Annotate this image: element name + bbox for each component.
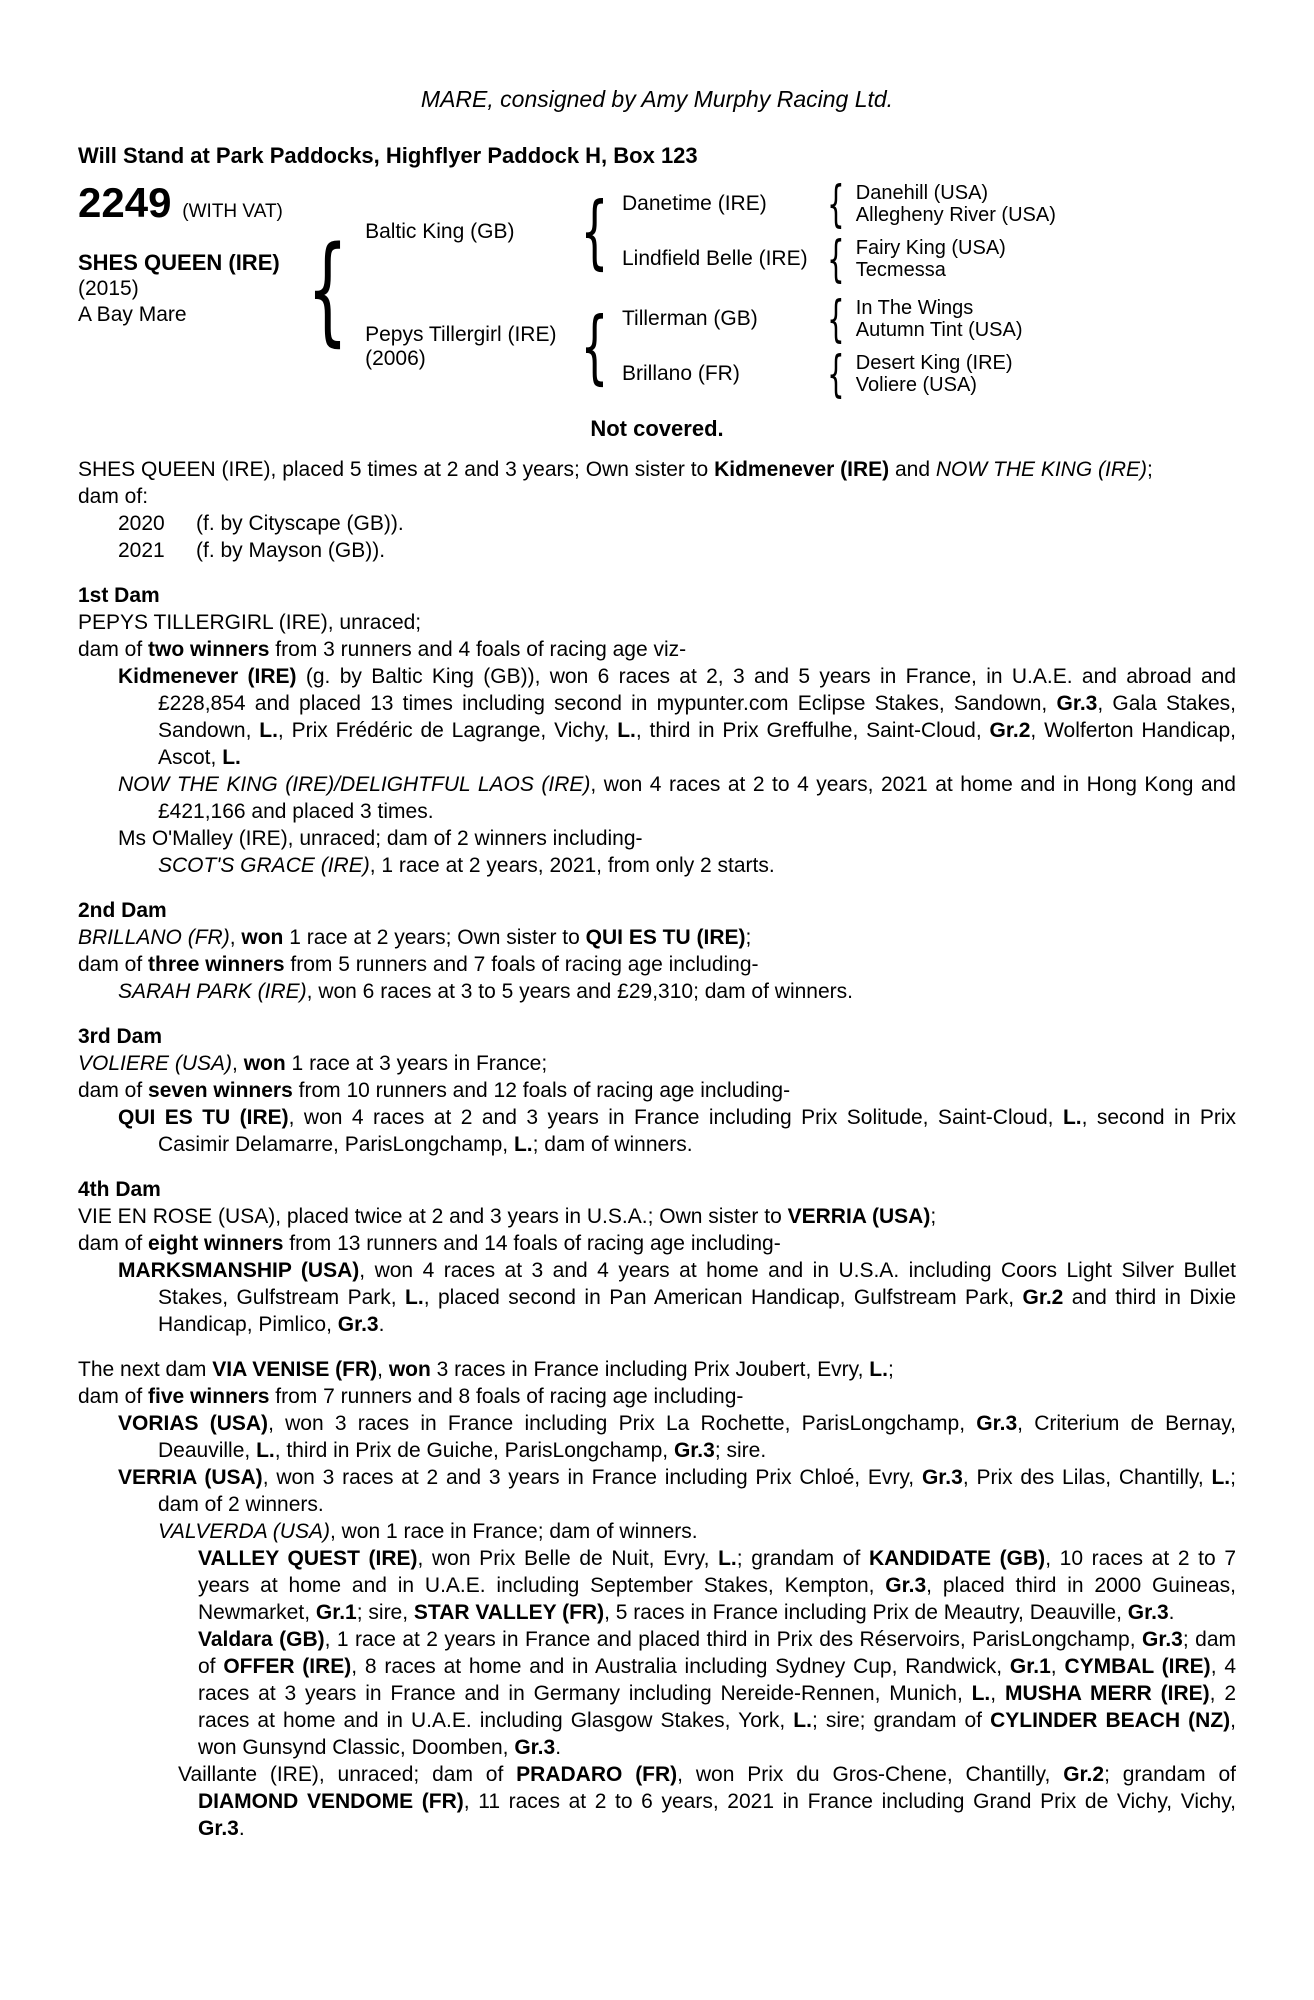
pedigree-text — [78, 456, 1236, 1842]
text-segment: 1 race at 3 years in France; — [285, 1052, 548, 1075]
text-segment: won — [388, 1358, 431, 1381]
text-segment: , Prix Frédéric de Lagrange, Vichy, — [277, 719, 618, 742]
dam-dam-branch — [621, 345, 1023, 403]
paragraph — [78, 456, 1236, 483]
text-segment: three winners — [148, 953, 285, 976]
dam-sire-sire-name: In The Wings — [855, 297, 974, 319]
sire-branch — [365, 175, 1056, 288]
text-segment: . — [378, 1313, 385, 1336]
text-segment: dam of — [78, 1079, 149, 1102]
pedigree-generation-1 — [365, 175, 1056, 403]
paragraph — [78, 1230, 1236, 1257]
text-segment: won — [241, 926, 284, 949]
text-segment: L. — [971, 1682, 991, 1705]
covered-status: Not covered. — [590, 416, 724, 441]
text-segment: SCOT'S GRACE (IRE) — [158, 854, 370, 877]
text-segment: ; — [887, 1358, 894, 1381]
text-segment: , won 4 races at 3 and 4 years at home and in U.S.A. including Coors Light Silver Bullet Stakes, Gulfstream Park, — [158, 1259, 1236, 1309]
paragraph — [78, 1545, 1236, 1626]
text-segment: CYLINDER BEACH (NZ) — [990, 1709, 1231, 1732]
text-segment: KANDIDATE (GB) — [868, 1547, 1046, 1570]
horse-foaling-year: (2015) — [78, 277, 139, 300]
text-segment: , won Prix du Gros-Chene, Chantilly, — [677, 1763, 1064, 1786]
text-segment: VERRIA (USA) — [118, 1466, 263, 1489]
text-segment: from 13 runners and 14 foals of racing age including- — [283, 1232, 781, 1255]
text-segment: two winners — [148, 638, 270, 661]
paragraph — [78, 1410, 1236, 1464]
text-segment: dam of — [78, 1232, 149, 1255]
text-segment: L. — [718, 1547, 737, 1570]
text-segment: , placed third in 2000 Guineas, Newmarket, — [198, 1574, 1236, 1624]
text-segment: , 11 races at 2 to 6 years, 2021 in France including Grand Prix de Vichy, Vichy, — [463, 1790, 1236, 1813]
text-segment: L. — [869, 1358, 888, 1381]
text-segment: from 10 runners and 12 foals of racing age including- — [292, 1079, 791, 1102]
sire-sire-branch — [621, 175, 1056, 233]
produce-row — [118, 537, 1236, 564]
dam-sire-dam-name: Autumn Tint (USA) — [855, 319, 1023, 341]
text-segment: DIAMOND VENDOME (FR) — [198, 1790, 464, 1813]
text-segment: , 4 races at 3 years in France and in Germany including Nereide-Rennen, Munich, — [198, 1655, 1237, 1705]
text-segment: MUSHA MERR (IRE) — [1004, 1682, 1210, 1705]
text-segment: Gr.3 — [514, 1736, 556, 1759]
text-segment: NOW THE KING (IRE)/DELIGHTFUL LAOS (IRE) — [118, 773, 591, 796]
paragraph — [78, 852, 1236, 879]
text-segment: , won 3 races at 2 and 3 years in France including Prix Chloé, Evry, — [262, 1466, 922, 1489]
sire-sire-name: Danetime (IRE) — [621, 192, 767, 215]
paragraph — [78, 1356, 1236, 1383]
text-segment: VORIAS (USA) — [118, 1412, 269, 1435]
text-segment: , Gala Stakes, Sandown, — [158, 692, 1236, 742]
lot-number: 2249 — [78, 179, 172, 226]
paragraph — [78, 1077, 1236, 1104]
section-heading: 2nd Dam — [78, 899, 167, 922]
text-segment: , 8 races at home and in Australia including Sydney Cup, Randwick, — [351, 1655, 1010, 1678]
text-segment: PEPYS TILLERGIRL (IRE), unraced; — [78, 611, 422, 634]
text-segment: , Wolferton Handicap, Ascot, — [158, 719, 1236, 769]
dam-sire-brace: { — [827, 290, 845, 348]
text-segment: Gr.3 — [1056, 692, 1098, 715]
text-segment: Gr.3 — [976, 1412, 1018, 1435]
text-segment: ; — [1147, 458, 1153, 481]
text-segment: , 1 race at 2 years in France and placed third in Prix des Réservoirs, ParisLongchamp, — [324, 1628, 1142, 1651]
text-segment: L. — [405, 1286, 424, 1309]
text-segment: SARAH PARK (IRE) — [118, 980, 307, 1003]
text-segment: dam of — [78, 638, 149, 661]
text-segment: from 7 runners and 8 foals of racing age including- — [269, 1385, 744, 1408]
text-segment: Gr.1 — [315, 1601, 357, 1624]
dam-foaling-year: (2006) — [365, 346, 426, 370]
text-segment: ; — [745, 926, 752, 949]
text-segment: Gr.3 — [673, 1439, 715, 1462]
paragraph — [78, 771, 1236, 825]
text-segment: ; dam of — [198, 1628, 1236, 1678]
paragraph — [78, 636, 1236, 663]
text-segment: dam of — [78, 953, 149, 976]
text-segment: Vaillante (IRE), unraced; dam of — [178, 1763, 517, 1786]
text-segment: won — [243, 1052, 286, 1075]
dam-dam-name: Brillano (FR) — [621, 362, 740, 385]
text-segment: , won 6 races at 3 to 5 years and £29,310; dam of winners. — [306, 980, 853, 1003]
text-segment: Gr.1 — [1009, 1655, 1051, 1678]
text-segment: five winners — [148, 1385, 270, 1408]
text-segment: , 10 races at 2 to 7 years at home and in U.A.E. including September Stakes, Kempton, — [198, 1547, 1236, 1597]
sire-dam-brace: { — [827, 230, 845, 288]
text-segment: , 5 races in France including Prix de Meautry, Deauville, — [604, 1601, 1128, 1624]
text-segment: Gr.3 — [198, 1817, 239, 1840]
paragraph — [78, 978, 1236, 1005]
dam-sire-branch — [621, 290, 1023, 348]
sire-dam-dam-name: Tecmessa — [855, 259, 946, 281]
text-segment: STAR VALLEY (FR) — [413, 1601, 605, 1624]
horse-name: SHES QUEEN (IRE) — [78, 250, 280, 275]
lot-row — [78, 181, 290, 225]
text-segment: Valdara (GB) — [198, 1628, 325, 1651]
sire-brace: { — [580, 184, 609, 278]
dam-sire-name: Tillerman (GB) — [621, 307, 758, 330]
paragraph — [78, 1050, 1236, 1077]
text-segment: dam of — [78, 1385, 149, 1408]
text-segment: L. — [1211, 1466, 1231, 1489]
text-segment: from 3 runners and 4 foals of racing age viz- — [269, 638, 687, 661]
text-segment: ; dam of 2 winners. — [158, 1466, 1236, 1516]
text-segment: , third in Prix de Guiche, ParisLongchamp, — [274, 1439, 674, 1462]
stand-location-line: Will Stand at Park Paddocks, Highflyer Paddock H, Box 123 — [78, 143, 698, 168]
section-heading: 3rd Dam — [78, 1025, 163, 1048]
text-segment: eight winners — [148, 1232, 284, 1255]
dam-brace: { — [580, 299, 609, 393]
text-segment: ; grandam of — [1104, 1763, 1236, 1786]
text-segment: OFFER (IRE) — [223, 1655, 352, 1678]
text-segment: . — [555, 1736, 562, 1759]
text-segment: QUI ES TU (IRE) — [585, 926, 746, 949]
paragraph — [78, 1257, 1236, 1338]
produce-text: (f. by Mayson (GB)). — [196, 539, 386, 562]
paragraph — [78, 483, 1236, 510]
text-segment: , — [232, 1052, 244, 1075]
text-segment: SHES QUEEN (IRE), placed 5 times at 2 and 3 years; Own sister to — [78, 458, 715, 481]
text-segment: , won Prix Belle de Nuit, Evry, — [417, 1547, 719, 1570]
text-segment: , Prix des Lilas, Chantilly, — [962, 1466, 1212, 1489]
produce-year: 2020 — [118, 512, 165, 535]
text-segment: dam of: — [78, 485, 149, 508]
text-segment: Kidmenever (IRE) — [714, 458, 890, 481]
text-segment: Gr.3 — [921, 1466, 963, 1489]
text-segment: L. — [513, 1133, 533, 1156]
paragraph — [78, 825, 1236, 852]
text-segment: ; sire; grandam of — [811, 1709, 991, 1732]
produce-text: (f. by Cityscape (GB)). — [196, 512, 404, 535]
text-segment: , third in Prix Greffulhe, Saint-Cloud, — [635, 719, 990, 742]
text-segment: , won 4 races at 2 to 4 years, 2021 at home and in Hong Kong and £421,166 and placed 3 times. — [158, 773, 1236, 823]
text-segment: . — [238, 1817, 245, 1840]
text-segment: (g. by Baltic King (GB)), won 6 races at 2, 3 and 5 years in France, in U.A.E. and abroad and £228,854 and placed 13 times including second in mypunter.com Eclipse Stakes, Sandown, — [158, 665, 1237, 715]
pedigree-root-brace: { — [306, 220, 349, 358]
text-segment: 1 race at 2 years; Own sister to — [283, 926, 586, 949]
text-segment: and third in Dixie Handicap, Pimlico, — [158, 1286, 1236, 1336]
text-segment: , — [990, 1682, 1005, 1705]
sire-dam-branch — [621, 230, 1056, 288]
text-segment: CYMBAL (IRE) — [1064, 1655, 1211, 1678]
text-segment: ; — [930, 1205, 937, 1228]
paragraph — [78, 1518, 1236, 1545]
text-segment: VOLIERE (USA) — [78, 1052, 233, 1075]
text-segment: , won 4 races at 2 and 3 years in France including Prix Solitude, Saint-Cloud, — [288, 1106, 1063, 1129]
paragraph — [78, 1761, 1236, 1842]
paragraph — [78, 924, 1236, 951]
section-heading: 4th Dam — [78, 1178, 161, 1201]
paragraph — [78, 1464, 1236, 1518]
lot-block — [78, 179, 290, 328]
text-segment: L. — [256, 1439, 275, 1462]
sire-name: Baltic King (GB) — [365, 219, 515, 243]
dam-name: Pepys Tillergirl (IRE) — [365, 322, 557, 346]
sire-sire-dam-name: Allegheny River (USA) — [855, 204, 1056, 226]
text-segment: VIA VENISE (FR) — [212, 1358, 378, 1381]
text-segment: , Criterium de Bernay, Deauville, — [158, 1412, 1236, 1462]
paragraph — [78, 1203, 1236, 1230]
sire-sire-brace: { — [827, 175, 845, 233]
paragraph — [78, 1626, 1236, 1761]
consignor-line: MARE, consigned by Amy Murphy Racing Ltd. — [420, 86, 894, 112]
text-segment: seven winners — [148, 1079, 293, 1102]
text-segment: Gr.2 — [1022, 1286, 1064, 1309]
sire-dam-name: Lindfield Belle (IRE) — [621, 247, 808, 270]
paragraph — [78, 951, 1236, 978]
text-segment: Gr.3 — [1142, 1628, 1183, 1651]
text-segment: VIE EN ROSE (USA), placed twice at 2 and 3 years in U.S.A.; Own sister to — [78, 1205, 788, 1228]
text-segment: VALLEY QUEST (IRE) — [198, 1547, 418, 1570]
text-segment: , placed second in Pan American Handicap, Gulfstream Park, — [423, 1286, 1023, 1309]
text-segment: Kidmenever (IRE) — [118, 665, 297, 688]
text-segment: The next dam — [78, 1358, 213, 1381]
text-segment: VERRIA (USA) — [787, 1205, 931, 1228]
text-segment: from 5 runners and 7 foals of racing age including- — [284, 953, 759, 976]
text-segment: Gr.3 — [337, 1313, 379, 1336]
text-segment: L. — [617, 719, 636, 742]
text-segment: Gr.3 — [885, 1574, 927, 1597]
paragraph — [78, 1104, 1236, 1158]
text-segment: 3 races in France including Prix Joubert, Evry, — [430, 1358, 870, 1381]
dam-dam-dam-name: Voliere (USA) — [855, 374, 977, 396]
text-segment: , — [377, 1358, 389, 1381]
text-segment: ; dam of winners. — [532, 1133, 693, 1156]
text-segment: PRADARO (FR) — [516, 1763, 678, 1786]
text-segment: ; grandam of — [736, 1547, 869, 1570]
text-segment: ; sire, — [356, 1601, 414, 1624]
text-segment: , 1 race at 2 years, 2021, from only 2 starts. — [369, 854, 775, 877]
text-segment: , second in Prix Casimir Delamarre, ParisLongchamp, — [158, 1106, 1236, 1156]
text-segment: L. — [1062, 1106, 1082, 1129]
text-segment: and — [889, 458, 936, 481]
text-segment: BRILLANO (FR) — [78, 926, 230, 949]
text-segment: L. — [222, 746, 241, 769]
dam-dam-sire-name: Desert King (IRE) — [855, 352, 1013, 374]
paragraph — [78, 609, 1236, 636]
text-segment: MARKSMANSHIP (USA) — [118, 1259, 360, 1282]
text-segment: . — [1168, 1601, 1175, 1624]
text-segment: ; sire. — [714, 1439, 767, 1462]
text-segment: Gr.2 — [1063, 1763, 1105, 1786]
text-segment: Gr.3 — [1127, 1601, 1169, 1624]
text-segment: L. — [259, 719, 278, 742]
section-heading: 1st Dam — [78, 584, 160, 607]
text-segment: NOW THE KING (IRE) — [935, 458, 1148, 481]
paragraph — [78, 1383, 1236, 1410]
text-segment: , — [1050, 1655, 1065, 1678]
text-segment: , — [229, 926, 242, 949]
text-segment: , won 1 race in France; dam of winners. — [329, 1520, 698, 1543]
paragraph — [78, 663, 1236, 771]
produce-row — [118, 510, 1236, 537]
text-segment: , won 3 races in France including Prix La Rochette, ParisLongchamp, — [268, 1412, 977, 1435]
text-segment: Gr.2 — [989, 719, 1031, 742]
produce-year: 2021 — [118, 539, 165, 562]
text-segment: , won Gunsynd Classic, Doomben, — [198, 1709, 1236, 1759]
horse-description: A Bay Mare — [78, 303, 187, 326]
dam-name-block — [365, 323, 567, 371]
sire-sire-sire-name: Danehill (USA) — [855, 182, 989, 204]
text-segment: Ms O'Malley (IRE), unraced; dam of 2 winners including- — [118, 827, 643, 850]
dam-dam-brace: { — [827, 345, 845, 403]
pedigree-table — [78, 175, 1236, 403]
lot-vat-note: (WITH VAT) — [182, 201, 283, 222]
sire-dam-sire-name: Fairy King (USA) — [855, 237, 1006, 259]
text-segment: , 2 races at home and in U.A.E. including Glasgow Stakes, York, — [198, 1682, 1236, 1732]
text-segment: L. — [793, 1709, 812, 1732]
text-segment: QUI ES TU (IRE) — [118, 1106, 289, 1129]
dam-branch — [365, 290, 1056, 403]
text-segment: VALVERDA (USA) — [158, 1520, 330, 1543]
